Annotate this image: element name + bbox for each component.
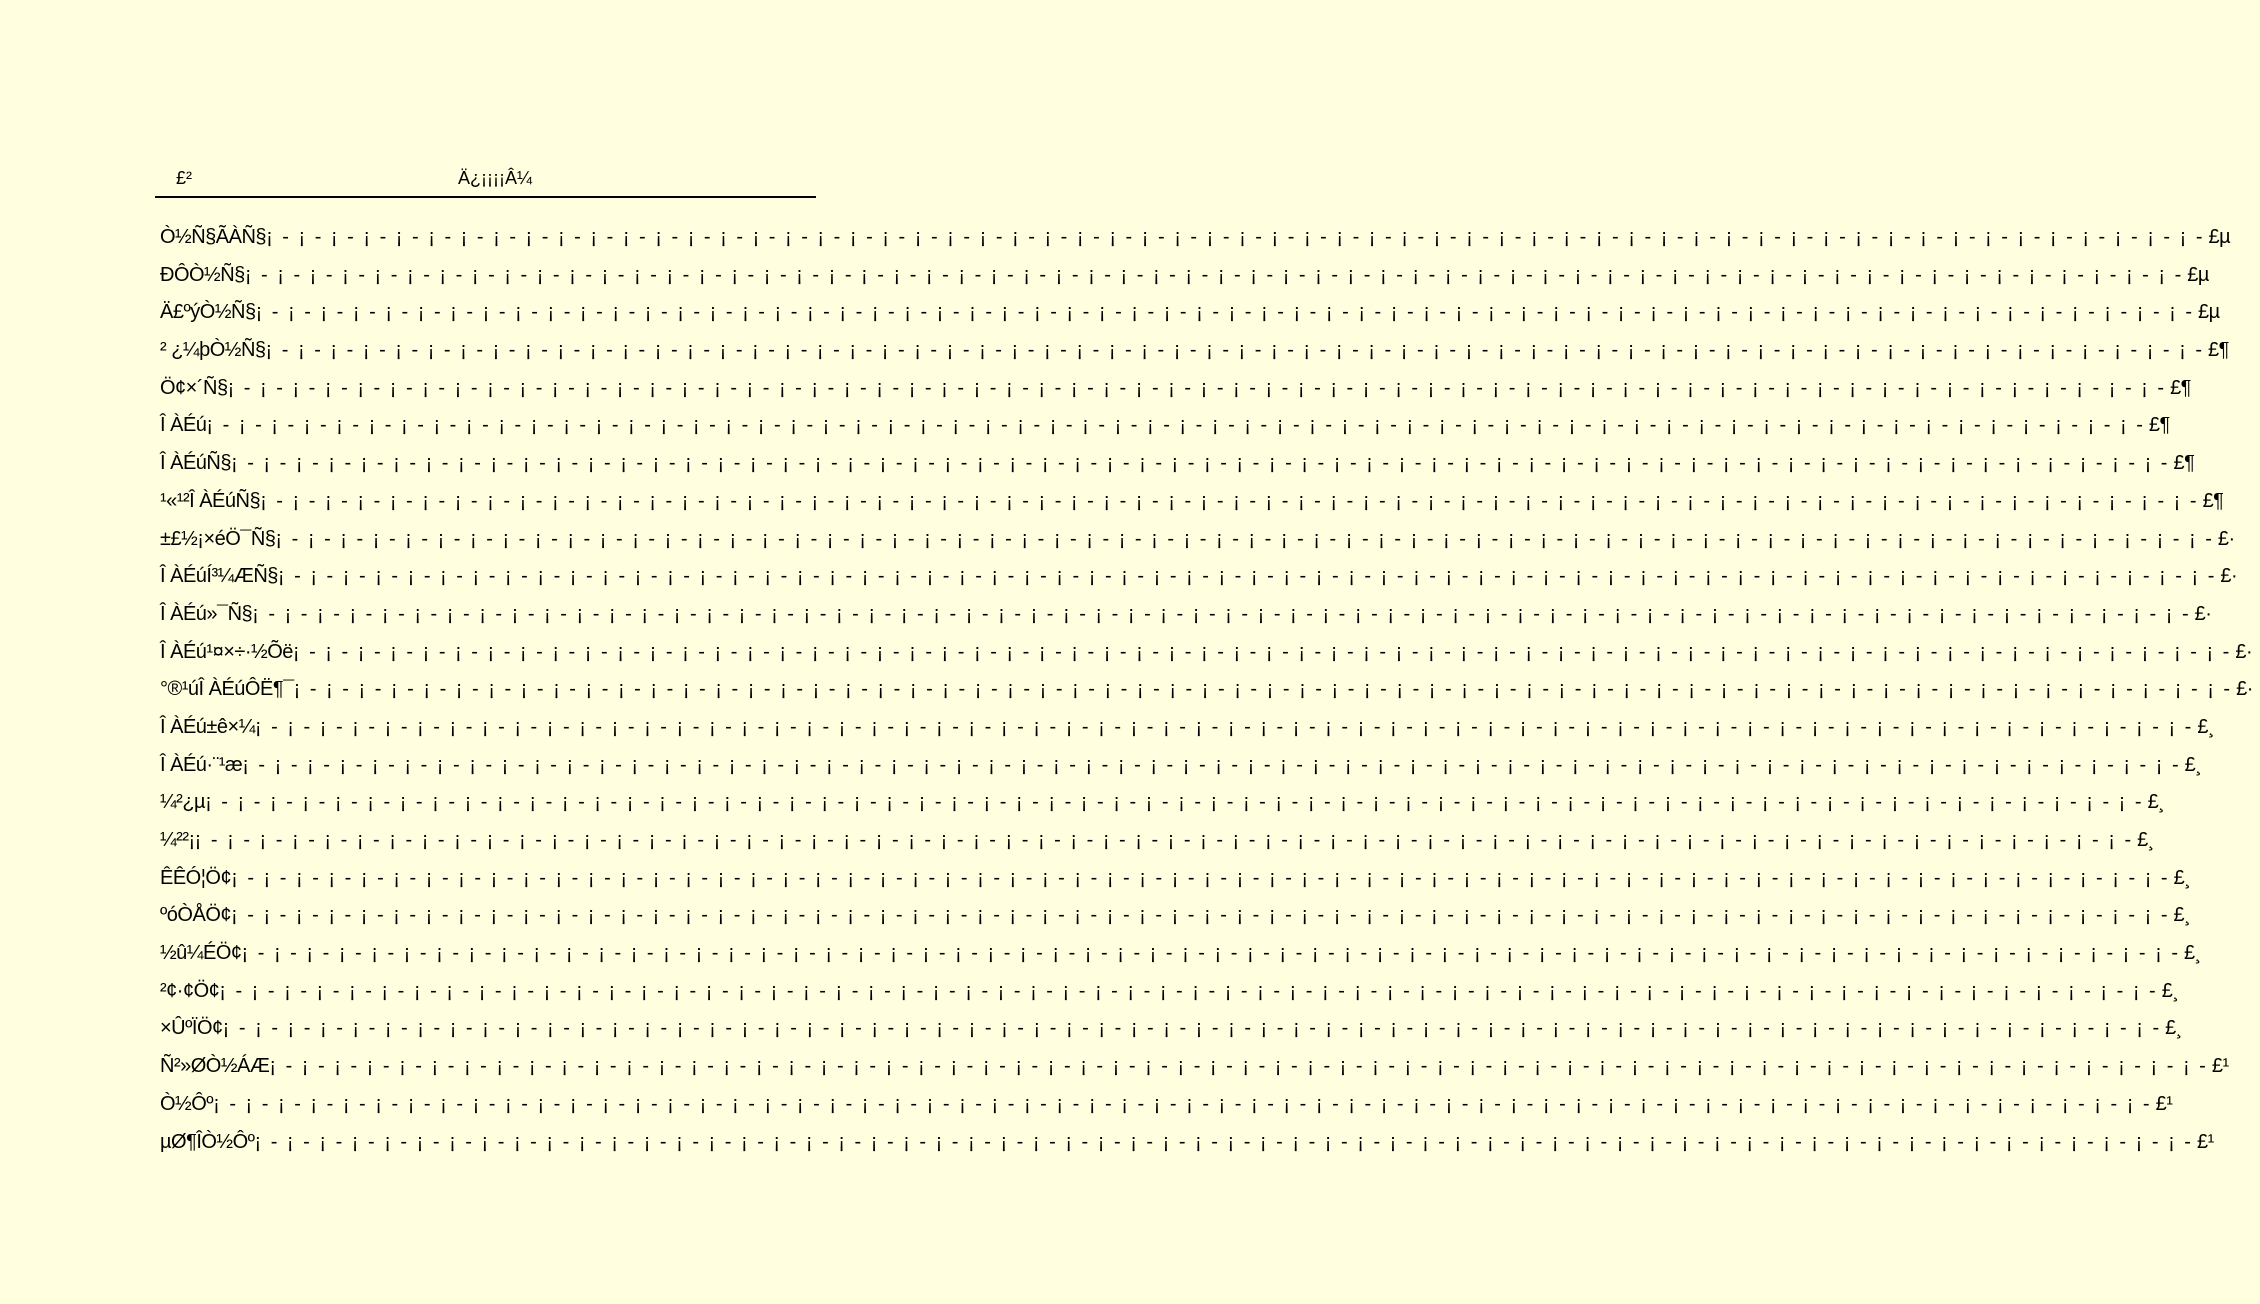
toc-entry[interactable] — [160, 301, 2220, 339]
toc-entry-title: ×ÛºÏÖ¢ — [160, 1017, 223, 1040]
header-title: Ä¿¡¡¡¡Â¼ — [458, 168, 532, 188]
toc-entry-page: £· — [2235, 640, 2253, 663]
toc-entry-page: £¸ — [2183, 942, 2201, 965]
toc-dot-leader: ¡ - ¡ - ¡ - ¡ - ¡ - ¡ - ¡ - ¡ - ¡ - ¡ - ¡ - ¡ - ¡ - ¡ - ¡ - ¡ - ¡ - ¡ - ¡ - ¡ - ¡ - ¡ - ¡ - ¡ - ¡ - ¡ - ¡ - ¡ - ¡ - ¡ - ¡ - ¡ - ¡ - ¡ - ¡ - ¡ - ¡ - ¡ - ¡ - ¡ - ¡ - ¡ - ¡ - ¡ - ¡ - ¡ - ¡ - ¡ - ¡ - ¡ - ¡ - ¡ - ¡ - ¡ - ¡ - ¡ - ¡ - ¡ - ¡ - ¡ - — [252, 602, 2191, 625]
toc-entry-title: Ñ²»ØÒ½ÁÆ — [160, 1055, 270, 1078]
toc-dot-leader: ¡ - ¡ - ¡ - ¡ - ¡ - ¡ - ¡ - ¡ - ¡ - ¡ - ¡ - ¡ - ¡ - ¡ - ¡ - ¡ - ¡ - ¡ - ¡ - ¡ - ¡ - ¡ - ¡ - ¡ - ¡ - ¡ - ¡ - ¡ - ¡ - ¡ - ¡ - ¡ - ¡ - ¡ - ¡ - ¡ - ¡ - ¡ - ¡ - ¡ - ¡ - ¡ - ¡ - ¡ - ¡ - ¡ - ¡ - ¡ - ¡ - ¡ - ¡ - ¡ - ¡ - ¡ - ¡ - ¡ - ¡ - ¡ - ¡ - ¡ - — [222, 1017, 2162, 1040]
toc-entry-page: £µ — [2208, 226, 2231, 248]
toc-entry-title: Ö¢×´Ñ§ — [160, 376, 228, 399]
toc-entry-page: £· — [2217, 527, 2235, 550]
toc-entry[interactable] — [160, 904, 2191, 942]
toc-dot-leader: ¡ - ¡ - ¡ - ¡ - ¡ - ¡ - ¡ - ¡ - ¡ - ¡ - ¡ - ¡ - ¡ - ¡ - ¡ - ¡ - ¡ - ¡ - ¡ - ¡ - ¡ - ¡ - ¡ - ¡ - ¡ - ¡ - ¡ - ¡ - ¡ - ¡ - ¡ - ¡ - ¡ - ¡ - ¡ - ¡ - ¡ - ¡ - ¡ - ¡ - ¡ - ¡ - ¡ - ¡ - ¡ - ¡ - ¡ - ¡ - ¡ - ¡ - ¡ - ¡ - ¡ - ¡ - ¡ - ¡ - ¡ - ¡ - ¡ - ¡ - — [213, 1092, 2152, 1115]
toc-entry[interactable] — [160, 452, 2195, 490]
toc-entry-page: £¸ — [2147, 791, 2165, 814]
toc-dot-leader: ¡ - ¡ - ¡ - ¡ - ¡ - ¡ - ¡ - ¡ - ¡ - ¡ - ¡ - ¡ - ¡ - ¡ - ¡ - ¡ - ¡ - ¡ - ¡ - ¡ - ¡ - ¡ - ¡ - ¡ - ¡ - ¡ - ¡ - ¡ - ¡ - ¡ - ¡ - ¡ - ¡ - ¡ - ¡ - ¡ - ¡ - ¡ - ¡ - ¡ - ¡ - ¡ - ¡ - ¡ - ¡ - ¡ - ¡ - ¡ - ¡ - ¡ - ¡ - ¡ - ¡ - ¡ - ¡ - ¡ - ¡ - ¡ - ¡ - ¡ - — [254, 715, 2194, 738]
toc-dot-leader: ¡ - ¡ - ¡ - ¡ - ¡ - ¡ - ¡ - ¡ - ¡ - ¡ - ¡ - ¡ - ¡ - ¡ - ¡ - ¡ - ¡ - ¡ - ¡ - ¡ - ¡ - ¡ - ¡ - ¡ - ¡ - ¡ - ¡ - ¡ - ¡ - ¡ - ¡ - ¡ - ¡ - ¡ - ¡ - ¡ - ¡ - ¡ - ¡ - ¡ - ¡ - ¡ - ¡ - ¡ - ¡ - ¡ - ¡ - ¡ - ¡ - ¡ - ¡ - ¡ - ¡ - ¡ - ¡ - ¡ - ¡ - ¡ - ¡ - ¡ - — [254, 1130, 2193, 1153]
toc-entry[interactable] — [160, 1055, 2229, 1093]
header-rule — [155, 196, 816, 198]
toc-dot-leader: ¡ - ¡ - ¡ - ¡ - ¡ - ¡ - ¡ - ¡ - ¡ - ¡ - ¡ - ¡ - ¡ - ¡ - ¡ - ¡ - ¡ - ¡ - ¡ - ¡ - ¡ - ¡ - ¡ - ¡ - ¡ - ¡ - ¡ - ¡ - ¡ - ¡ - ¡ - ¡ - ¡ - ¡ - ¡ - ¡ - ¡ - ¡ - ¡ - ¡ - ¡ - ¡ - ¡ - ¡ - ¡ - ¡ - ¡ - ¡ - ¡ - ¡ - ¡ - ¡ - ¡ - ¡ - ¡ - ¡ - ¡ - ¡ - ¡ - ¡ - — [293, 678, 2233, 701]
toc-entry[interactable] — [160, 602, 2212, 641]
toc-entry[interactable] — [160, 376, 2191, 415]
toc-entry[interactable] — [160, 979, 2179, 1018]
toc-entry-page: £¶ — [2173, 452, 2195, 475]
toc-entry-title: Ò½Ñ§ÃÀÑ§ — [160, 226, 267, 248]
toc-entry-page: £¸ — [2173, 904, 2191, 927]
toc-entry[interactable] — [160, 226, 2231, 264]
toc-entry-title: Î ÀÉú¹¤×÷·½Õë — [160, 640, 293, 663]
toc-dot-leader: ¡ - ¡ - ¡ - ¡ - ¡ - ¡ - ¡ - ¡ - ¡ - ¡ - ¡ - ¡ - ¡ - ¡ - ¡ - ¡ - ¡ - ¡ - ¡ - ¡ - ¡ - ¡ - ¡ - ¡ - ¡ - ¡ - ¡ - ¡ - ¡ - ¡ - ¡ - ¡ - ¡ - ¡ - ¡ - ¡ - ¡ - ¡ - ¡ - ¡ - ¡ - ¡ - ¡ - ¡ - ¡ - ¡ - ¡ - ¡ - ¡ - ¡ - ¡ - ¡ - ¡ - ¡ - ¡ - ¡ - ¡ - ¡ - ¡ - ¡ - — [292, 640, 2232, 663]
toc-dot-leader: ¡ - ¡ - ¡ - ¡ - ¡ - ¡ - ¡ - ¡ - ¡ - ¡ - ¡ - ¡ - ¡ - ¡ - ¡ - ¡ - ¡ - ¡ - ¡ - ¡ - ¡ - ¡ - ¡ - ¡ - ¡ - ¡ - ¡ - ¡ - ¡ - ¡ - ¡ - ¡ - ¡ - ¡ - ¡ - ¡ - ¡ - ¡ - ¡ - ¡ - ¡ - ¡ - ¡ - ¡ - ¡ - ¡ - ¡ - ¡ - ¡ - ¡ - ¡ - ¡ - ¡ - ¡ - ¡ - ¡ - ¡ - ¡ - ¡ - ¡ - — [260, 489, 2199, 512]
toc-entry[interactable] — [160, 339, 2229, 377]
toc-entry-title: Ò½Ôº — [160, 1092, 214, 1115]
toc-entry-title: Î ÀÉú»¯Ñ§ — [160, 602, 253, 625]
toc-entry-title: ² ¿¼þÒ½Ñ§ — [160, 339, 266, 362]
toc-entry-page: £¹ — [2211, 1055, 2229, 1078]
toc-entry-title: ±£½¡×éÖ¯Ñ§ — [160, 527, 276, 550]
toc-entry[interactable] — [160, 1092, 2173, 1131]
toc-entry-page: £¹ — [2196, 1130, 2214, 1153]
toc-entry[interactable] — [160, 753, 2202, 792]
toc-entry-page: £¶ — [2170, 376, 2191, 399]
toc-entry-title: µØ¶ÎÒ½Ôº — [160, 1130, 255, 1153]
toc-dot-leader: ¡ - ¡ - ¡ - ¡ - ¡ - ¡ - ¡ - ¡ - ¡ - ¡ - ¡ - ¡ - ¡ - ¡ - ¡ - ¡ - ¡ - ¡ - ¡ - ¡ - ¡ - ¡ - ¡ - ¡ - ¡ - ¡ - ¡ - ¡ - ¡ - ¡ - ¡ - ¡ - ¡ - ¡ - ¡ - ¡ - ¡ - ¡ - ¡ - ¡ - ¡ - ¡ - ¡ - ¡ - ¡ - ¡ - ¡ - ¡ - ¡ - ¡ - ¡ - ¡ - ¡ - ¡ - ¡ - ¡ - ¡ - ¡ - ¡ - ¡ - — [242, 753, 2181, 776]
toc-dot-leader: ¡ - ¡ - ¡ - ¡ - ¡ - ¡ - ¡ - ¡ - ¡ - ¡ - ¡ - ¡ - ¡ - ¡ - ¡ - ¡ - ¡ - ¡ - ¡ - ¡ - ¡ - ¡ - ¡ - ¡ - ¡ - ¡ - ¡ - ¡ - ¡ - ¡ - ¡ - ¡ - ¡ - ¡ - ¡ - ¡ - ¡ - ¡ - ¡ - ¡ - ¡ - ¡ - ¡ - ¡ - ¡ - ¡ - ¡ - ¡ - ¡ - ¡ - ¡ - ¡ - ¡ - ¡ - ¡ - ¡ - ¡ - ¡ - ¡ - ¡ - — [241, 942, 2180, 965]
toc-entry-page: £¹ — [2155, 1092, 2173, 1115]
toc-entry-title: Î ÀÉú — [160, 414, 207, 437]
toc-entry[interactable] — [160, 1017, 2182, 1055]
toc-entry[interactable] — [160, 414, 2170, 452]
toc-entry-title: Î ÀÉú·¨¹æ — [160, 753, 243, 776]
toc-entry[interactable] — [160, 489, 2224, 528]
toc-entry-title: Î ÀÉú±ê×¼ — [160, 715, 255, 738]
toc-entry-page: £¸ — [2184, 753, 2202, 776]
toc-entry-title: ¼²²¡ — [160, 829, 195, 851]
toc-dot-leader: ¡ - ¡ - ¡ - ¡ - ¡ - ¡ - ¡ - ¡ - ¡ - ¡ - ¡ - ¡ - ¡ - ¡ - ¡ - ¡ - ¡ - ¡ - ¡ - ¡ - ¡ - ¡ - ¡ - ¡ - ¡ - ¡ - ¡ - ¡ - ¡ - ¡ - ¡ - ¡ - ¡ - ¡ - ¡ - ¡ - ¡ - ¡ - ¡ - ¡ - ¡ - ¡ - ¡ - ¡ - ¡ - ¡ - ¡ - ¡ - ¡ - ¡ - ¡ - ¡ - ¡ - ¡ - ¡ - ¡ - ¡ - ¡ - ¡ - ¡ - — [194, 829, 2134, 851]
toc-entry-title: Î ÀÉúÍ³¼ÆÑ§ — [160, 565, 278, 588]
toc-entry-title: ÐÔÒ½Ñ§ — [160, 263, 245, 286]
toc-entry-page: £¸ — [2137, 829, 2154, 851]
toc-dot-leader: ¡ - ¡ - ¡ - ¡ - ¡ - ¡ - ¡ - ¡ - ¡ - ¡ - ¡ - ¡ - ¡ - ¡ - ¡ - ¡ - ¡ - ¡ - ¡ - ¡ - ¡ - ¡ - ¡ - ¡ - ¡ - ¡ - ¡ - ¡ - ¡ - ¡ - ¡ - ¡ - ¡ - ¡ - ¡ - ¡ - ¡ - ¡ - ¡ - ¡ - ¡ - ¡ - ¡ - ¡ - ¡ - ¡ - ¡ - ¡ - ¡ - ¡ - ¡ - ¡ - ¡ - ¡ - ¡ - ¡ - ¡ - ¡ - ¡ - ¡ - — [227, 376, 2167, 399]
toc-dot-leader: ¡ - ¡ - ¡ - ¡ - ¡ - ¡ - ¡ - ¡ - ¡ - ¡ - ¡ - ¡ - ¡ - ¡ - ¡ - ¡ - ¡ - ¡ - ¡ - ¡ - ¡ - ¡ - ¡ - ¡ - ¡ - ¡ - ¡ - ¡ - ¡ - ¡ - ¡ - ¡ - ¡ - ¡ - ¡ - ¡ - ¡ - ¡ - ¡ - ¡ - ¡ - ¡ - ¡ - ¡ - ¡ - ¡ - ¡ - ¡ - ¡ - ¡ - ¡ - ¡ - ¡ - ¡ - ¡ - ¡ - ¡ - ¡ - ¡ - ¡ - — [230, 452, 2170, 475]
toc-entry[interactable] — [160, 527, 2235, 566]
toc-entry-page: £µ — [2187, 263, 2209, 286]
toc-entry-page: £µ — [2198, 301, 2220, 324]
toc-entry[interactable] — [160, 1130, 2214, 1169]
toc-entry-title: °®¹úÎ ÀÉúÔË¶¯ — [160, 678, 294, 701]
toc-dot-leader: ¡ - ¡ - ¡ - ¡ - ¡ - ¡ - ¡ - ¡ - ¡ - ¡ - ¡ - ¡ - ¡ - ¡ - ¡ - ¡ - ¡ - ¡ - ¡ - ¡ - ¡ - ¡ - ¡ - ¡ - ¡ - ¡ - ¡ - ¡ - ¡ - ¡ - ¡ - ¡ - ¡ - ¡ - ¡ - ¡ - ¡ - ¡ - ¡ - ¡ - ¡ - ¡ - ¡ - ¡ - ¡ - ¡ - ¡ - ¡ - ¡ - ¡ - ¡ - ¡ - ¡ - ¡ - ¡ - ¡ - ¡ - ¡ - ¡ - ¡ - — [206, 414, 2145, 437]
toc-entry-page: £· — [2194, 602, 2212, 625]
toc-entry-page: £¶ — [2148, 414, 2170, 437]
toc-entry-title: ºóÒÅÖ¢ — [160, 904, 232, 927]
toc-dot-leader: ¡ - ¡ - ¡ - ¡ - ¡ - ¡ - ¡ - ¡ - ¡ - ¡ - ¡ - ¡ - ¡ - ¡ - ¡ - ¡ - ¡ - ¡ - ¡ - ¡ - ¡ - ¡ - ¡ - ¡ - ¡ - ¡ - ¡ - ¡ - ¡ - ¡ - ¡ - ¡ - ¡ - ¡ - ¡ - ¡ - ¡ - ¡ - ¡ - ¡ - ¡ - ¡ - ¡ - ¡ - ¡ - ¡ - ¡ - ¡ - ¡ - ¡ - ¡ - ¡ - ¡ - ¡ - ¡ - ¡ - ¡ - ¡ - ¡ - ¡ - — [231, 866, 2170, 889]
toc-entry-title: ½û¼ÉÖ¢ — [160, 942, 242, 965]
toc-entry-title: ²¢·¢Ö¢ — [160, 979, 220, 1002]
toc-entry-title: ¹«¹²Î ÀÉúÑ§ — [160, 489, 261, 512]
toc-entry[interactable] — [160, 942, 2201, 980]
toc-dot-leader: ¡ - ¡ - ¡ - ¡ - ¡ - ¡ - ¡ - ¡ - ¡ - ¡ - ¡ - ¡ - ¡ - ¡ - ¡ - ¡ - ¡ - ¡ - ¡ - ¡ - ¡ - ¡ - ¡ - ¡ - ¡ - ¡ - ¡ - ¡ - ¡ - ¡ - ¡ - ¡ - ¡ - ¡ - ¡ - ¡ - ¡ - ¡ - ¡ - ¡ - ¡ - ¡ - ¡ - ¡ - ¡ - ¡ - ¡ - ¡ - ¡ - ¡ - ¡ - ¡ - ¡ - ¡ - ¡ - ¡ - ¡ - ¡ - ¡ - ¡ - — [269, 1055, 2208, 1078]
toc-entry[interactable] — [160, 640, 2253, 679]
toc-entry[interactable] — [160, 866, 2191, 905]
header-page-number: £² — [176, 168, 193, 188]
toc-entry[interactable] — [160, 565, 2238, 603]
toc-entry[interactable] — [160, 715, 2215, 754]
toc-entry-page: £¶ — [2202, 489, 2224, 512]
toc-dot-leader: ¡ - ¡ - ¡ - ¡ - ¡ - ¡ - ¡ - ¡ - ¡ - ¡ - ¡ - ¡ - ¡ - ¡ - ¡ - ¡ - ¡ - ¡ - ¡ - ¡ - ¡ - ¡ - ¡ - ¡ - ¡ - ¡ - ¡ - ¡ - ¡ - ¡ - ¡ - ¡ - ¡ - ¡ - ¡ - ¡ - ¡ - ¡ - ¡ - ¡ - ¡ - ¡ - ¡ - ¡ - ¡ - ¡ - ¡ - ¡ - ¡ - ¡ - ¡ - ¡ - ¡ - ¡ - ¡ - ¡ - ¡ - ¡ - ¡ - ¡ - — [265, 339, 2205, 362]
table-of-contents — [160, 226, 2253, 1168]
toc-entry[interactable] — [160, 791, 2165, 829]
toc-dot-leader: ¡ - ¡ - ¡ - ¡ - ¡ - ¡ - ¡ - ¡ - ¡ - ¡ - ¡ - ¡ - ¡ - ¡ - ¡ - ¡ - ¡ - ¡ - ¡ - ¡ - ¡ - ¡ - ¡ - ¡ - ¡ - ¡ - ¡ - ¡ - ¡ - ¡ - ¡ - ¡ - ¡ - ¡ - ¡ - ¡ - ¡ - ¡ - ¡ - ¡ - ¡ - ¡ - ¡ - ¡ - ¡ - ¡ - ¡ - ¡ - ¡ - ¡ - ¡ - ¡ - ¡ - ¡ - ¡ - ¡ - ¡ - ¡ - ¡ - ¡ - — [255, 301, 2195, 324]
toc-entry-title: ¼²¿µ — [160, 791, 206, 814]
toc-entry-page: £¸ — [2165, 1017, 2182, 1040]
toc-dot-leader: ¡ - ¡ - ¡ - ¡ - ¡ - ¡ - ¡ - ¡ - ¡ - ¡ - ¡ - ¡ - ¡ - ¡ - ¡ - ¡ - ¡ - ¡ - ¡ - ¡ - ¡ - ¡ - ¡ - ¡ - ¡ - ¡ - ¡ - ¡ - ¡ - ¡ - ¡ - ¡ - ¡ - ¡ - ¡ - ¡ - ¡ - ¡ - ¡ - ¡ - ¡ - ¡ - ¡ - ¡ - ¡ - ¡ - ¡ - ¡ - ¡ - ¡ - ¡ - ¡ - ¡ - ¡ - ¡ - ¡ - ¡ - ¡ - ¡ - ¡ - — [277, 565, 2217, 588]
toc-entry-page: £¸ — [2161, 979, 2179, 1002]
toc-entry-title: Î ÀÉúÑ§ — [160, 452, 231, 475]
toc-dot-leader: ¡ - ¡ - ¡ - ¡ - ¡ - ¡ - ¡ - ¡ - ¡ - ¡ - ¡ - ¡ - ¡ - ¡ - ¡ - ¡ - ¡ - ¡ - ¡ - ¡ - ¡ - ¡ - ¡ - ¡ - ¡ - ¡ - ¡ - ¡ - ¡ - ¡ - ¡ - ¡ - ¡ - ¡ - ¡ - ¡ - ¡ - ¡ - ¡ - ¡ - ¡ - ¡ - ¡ - ¡ - ¡ - ¡ - ¡ - ¡ - ¡ - ¡ - ¡ - ¡ - ¡ - ¡ - ¡ - ¡ - ¡ - ¡ - ¡ - ¡ - — [266, 226, 2205, 248]
toc-dot-leader: ¡ - ¡ - ¡ - ¡ - ¡ - ¡ - ¡ - ¡ - ¡ - ¡ - ¡ - ¡ - ¡ - ¡ - ¡ - ¡ - ¡ - ¡ - ¡ - ¡ - ¡ - ¡ - ¡ - ¡ - ¡ - ¡ - ¡ - ¡ - ¡ - ¡ - ¡ - ¡ - ¡ - ¡ - ¡ - ¡ - ¡ - ¡ - ¡ - ¡ - ¡ - ¡ - ¡ - ¡ - ¡ - ¡ - ¡ - ¡ - ¡ - ¡ - ¡ - ¡ - ¡ - ¡ - ¡ - ¡ - ¡ - ¡ - ¡ - ¡ - — [219, 979, 2158, 1002]
toc-entry-page: £¸ — [2197, 715, 2215, 738]
toc-entry-page: £¸ — [2173, 866, 2191, 889]
toc-entry-page: £¶ — [2208, 339, 2229, 362]
toc-entry-page: £· — [2220, 565, 2238, 588]
toc-entry[interactable] — [160, 678, 2253, 716]
toc-entry-title: Ä£ºýÒ½Ñ§ — [160, 301, 256, 324]
toc-dot-leader: ¡ - ¡ - ¡ - ¡ - ¡ - ¡ - ¡ - ¡ - ¡ - ¡ - ¡ - ¡ - ¡ - ¡ - ¡ - ¡ - ¡ - ¡ - ¡ - ¡ - ¡ - ¡ - ¡ - ¡ - ¡ - ¡ - ¡ - ¡ - ¡ - ¡ - ¡ - ¡ - ¡ - ¡ - ¡ - ¡ - ¡ - ¡ - ¡ - ¡ - ¡ - ¡ - ¡ - ¡ - ¡ - ¡ - ¡ - ¡ - ¡ - ¡ - ¡ - ¡ - ¡ - ¡ - ¡ - ¡ - ¡ - ¡ - ¡ - ¡ - — [275, 527, 2214, 550]
toc-dot-leader: ¡ - ¡ - ¡ - ¡ - ¡ - ¡ - ¡ - ¡ - ¡ - ¡ - ¡ - ¡ - ¡ - ¡ - ¡ - ¡ - ¡ - ¡ - ¡ - ¡ - ¡ - ¡ - ¡ - ¡ - ¡ - ¡ - ¡ - ¡ - ¡ - ¡ - ¡ - ¡ - ¡ - ¡ - ¡ - ¡ - ¡ - ¡ - ¡ - ¡ - ¡ - ¡ - ¡ - ¡ - ¡ - ¡ - ¡ - ¡ - ¡ - ¡ - ¡ - ¡ - ¡ - ¡ - ¡ - ¡ - ¡ - ¡ - ¡ - ¡ - — [205, 791, 2144, 814]
toc-entry-title: ÊÊÓ¦Ö¢ — [160, 866, 232, 889]
toc-entry-page: £· — [2236, 678, 2253, 701]
toc-entry[interactable] — [160, 829, 2154, 867]
toc-dot-leader: ¡ - ¡ - ¡ - ¡ - ¡ - ¡ - ¡ - ¡ - ¡ - ¡ - ¡ - ¡ - ¡ - ¡ - ¡ - ¡ - ¡ - ¡ - ¡ - ¡ - ¡ - ¡ - ¡ - ¡ - ¡ - ¡ - ¡ - ¡ - ¡ - ¡ - ¡ - ¡ - ¡ - ¡ - ¡ - ¡ - ¡ - ¡ - ¡ - ¡ - ¡ - ¡ - ¡ - ¡ - ¡ - ¡ - ¡ - ¡ - ¡ - ¡ - ¡ - ¡ - ¡ - ¡ - ¡ - ¡ - ¡ - ¡ - ¡ - ¡ - — [244, 263, 2184, 286]
toc-entry[interactable] — [160, 263, 2209, 302]
toc-dot-leader: ¡ - ¡ - ¡ - ¡ - ¡ - ¡ - ¡ - ¡ - ¡ - ¡ - ¡ - ¡ - ¡ - ¡ - ¡ - ¡ - ¡ - ¡ - ¡ - ¡ - ¡ - ¡ - ¡ - ¡ - ¡ - ¡ - ¡ - ¡ - ¡ - ¡ - ¡ - ¡ - ¡ - ¡ - ¡ - ¡ - ¡ - ¡ - ¡ - ¡ - ¡ - ¡ - ¡ - ¡ - ¡ - ¡ - ¡ - ¡ - ¡ - ¡ - ¡ - ¡ - ¡ - ¡ - ¡ - ¡ - ¡ - ¡ - ¡ - ¡ - — [231, 904, 2170, 927]
